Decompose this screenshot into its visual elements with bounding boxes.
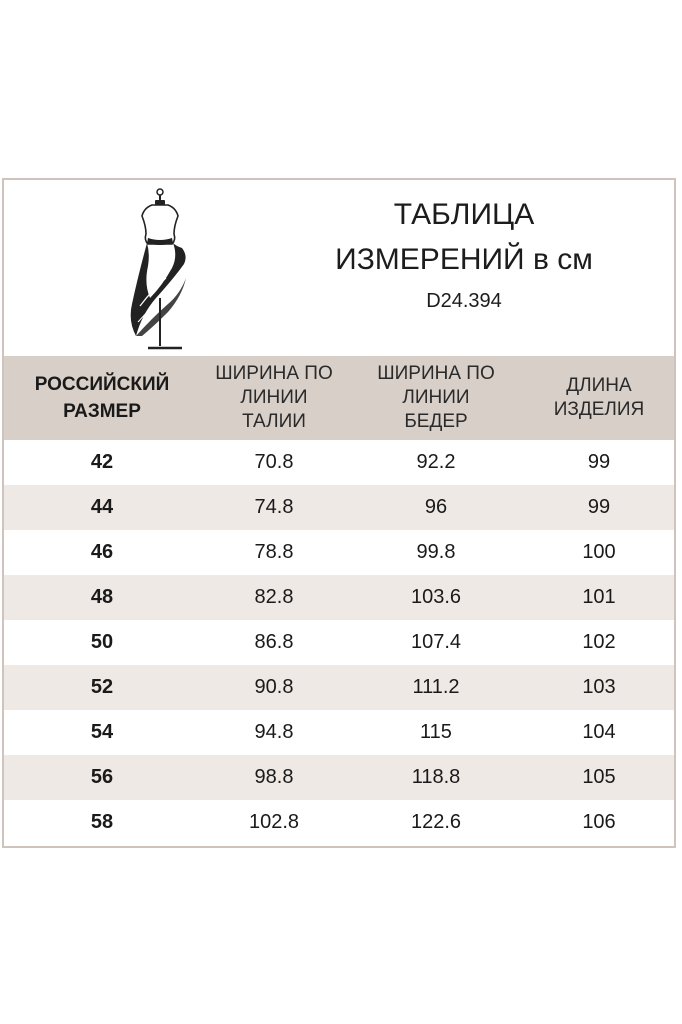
waist-cell: 82.8 xyxy=(254,586,294,608)
waist-cell: 74.8 xyxy=(254,496,294,518)
table-row xyxy=(4,710,674,755)
waist-cell: 70.8 xyxy=(254,451,294,473)
waist-cell: 98.8 xyxy=(254,766,294,788)
table-row xyxy=(4,440,674,485)
table-header xyxy=(4,356,674,440)
size-cell: 56 xyxy=(90,766,114,788)
size-cell: 58 xyxy=(90,811,114,833)
column-header-length: ДЛИНА ИЗДЕЛИЯ xyxy=(553,375,645,420)
size-cell: 46 xyxy=(90,541,114,563)
hips-cell: 99.8 xyxy=(416,541,456,563)
table-row xyxy=(4,620,674,665)
article-number: D24.394 xyxy=(426,290,502,312)
size-cell: 50 xyxy=(90,631,114,653)
waist-cell: 86.8 xyxy=(254,631,294,653)
length-cell: 100 xyxy=(582,541,616,563)
chart-title-line-2: ИЗМЕРЕНИЙ в см xyxy=(335,243,593,276)
table-row xyxy=(4,665,674,710)
length-cell: 99 xyxy=(587,451,611,473)
hips-cell: 118.8 xyxy=(411,766,461,788)
waist-cell: 90.8 xyxy=(254,676,294,698)
hips-cell: 122.6 xyxy=(410,811,462,833)
mannequin-icon xyxy=(122,186,198,354)
length-cell: 105 xyxy=(582,766,616,788)
chart-title-line-1: ТАБЛИЦА xyxy=(393,198,535,231)
column-header-waist: ШИРИНА ПО ЛИНИИ ТАЛИИ xyxy=(215,363,333,432)
length-cell: 106 xyxy=(582,811,616,833)
hips-cell: 92.2 xyxy=(416,451,456,473)
length-cell: 103 xyxy=(582,676,616,698)
size-cell: 44 xyxy=(90,496,114,518)
column-header-hips: ШИРИНА ПО ЛИНИИ БЕДЕР xyxy=(377,363,495,432)
hips-cell: 103.6 xyxy=(410,586,462,608)
table-row xyxy=(4,575,674,620)
size-cell: 48 xyxy=(90,586,114,608)
hips-cell: 111.2 xyxy=(412,676,460,698)
table-row xyxy=(4,800,674,845)
length-cell: 99 xyxy=(587,496,611,518)
length-cell: 102 xyxy=(582,631,616,653)
hips-cell: 96 xyxy=(424,496,448,518)
hips-cell: 107.4 xyxy=(410,631,462,653)
waist-cell: 94.8 xyxy=(254,721,294,743)
hips-cell: 115 xyxy=(420,721,452,743)
length-cell: 104 xyxy=(582,721,616,743)
column-header-size: РОССИЙСКИЙ РАЗМЕР xyxy=(34,374,170,422)
size-table xyxy=(4,356,674,845)
table-row xyxy=(4,485,674,530)
size-cell: 54 xyxy=(90,721,114,743)
table-row xyxy=(4,530,674,575)
size-chart-card xyxy=(2,178,676,848)
waist-cell: 102.8 xyxy=(248,811,300,833)
length-cell: 101 xyxy=(582,586,616,608)
size-cell: 42 xyxy=(90,451,114,473)
waist-cell: 78.8 xyxy=(254,541,294,563)
size-cell: 52 xyxy=(90,676,114,698)
table-row xyxy=(4,755,674,800)
